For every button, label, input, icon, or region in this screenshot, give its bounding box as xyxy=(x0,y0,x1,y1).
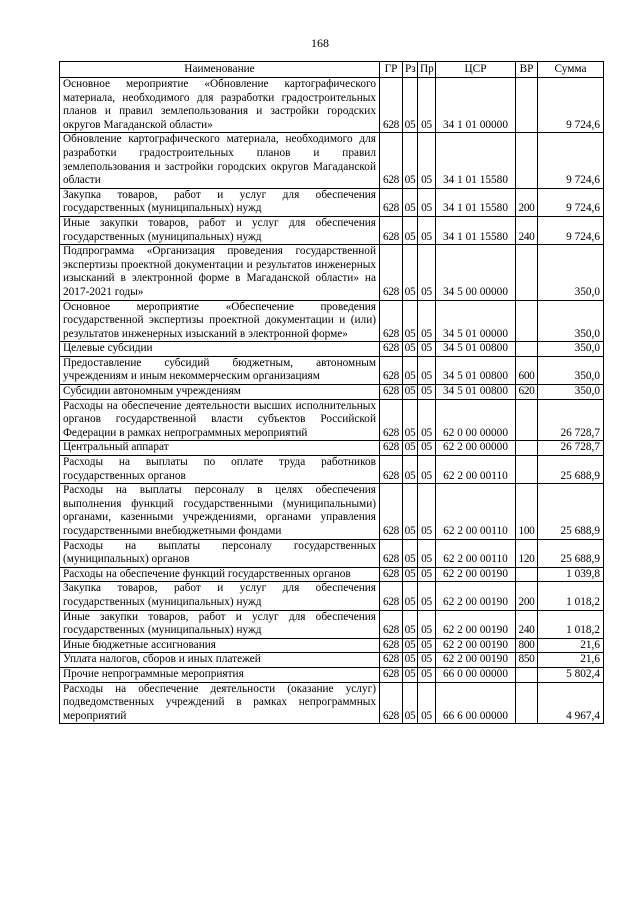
cell-pr: 05 xyxy=(418,567,436,582)
cell-vr: 200 xyxy=(516,188,538,216)
cell-sum: 26 728,7 xyxy=(538,399,604,441)
cell-rz: 05 xyxy=(403,567,418,582)
table-row xyxy=(60,667,604,682)
cell-rz: 05 xyxy=(403,456,418,484)
cell-gr: 628 xyxy=(380,682,403,724)
cell-rz: 05 xyxy=(403,682,418,724)
cell-gr: 628 xyxy=(380,667,403,682)
header-vr: ВР xyxy=(516,62,538,78)
header-rz: Рз xyxy=(403,62,418,78)
cell-rz: 05 xyxy=(403,582,418,610)
cell-vr: 600 xyxy=(516,356,538,384)
header-name: Наименование xyxy=(60,62,380,78)
cell-rz: 05 xyxy=(403,133,418,188)
cell-gr: 628 xyxy=(380,484,403,539)
cell-vr: 120 xyxy=(516,539,538,567)
table-row xyxy=(60,216,604,244)
table-row xyxy=(60,441,604,456)
cell-sum: 21,6 xyxy=(538,638,604,653)
cell-csr: 34 1 01 15580 xyxy=(436,188,516,216)
cell-pr: 05 xyxy=(418,667,436,682)
cell-csr: 34 5 01 00000 xyxy=(436,300,516,342)
cell-csr: 62 2 00 00110 xyxy=(436,456,516,484)
cell-name: Расходы на обеспечение деятельности высших исполнительных органов государственной власти субъектов Российской Федерации в рамках непрограммных мероприятий xyxy=(60,399,380,441)
cell-csr: 34 5 01 00800 xyxy=(436,356,516,384)
cell-rz: 05 xyxy=(403,539,418,567)
cell-pr: 05 xyxy=(418,638,436,653)
header-sum: Сумма xyxy=(538,62,604,78)
cell-csr: 62 2 00 00190 xyxy=(436,638,516,653)
table-header-row xyxy=(60,62,604,78)
cell-gr: 628 xyxy=(380,300,403,342)
cell-pr: 05 xyxy=(418,441,436,456)
table-row xyxy=(60,484,604,539)
cell-vr: 100 xyxy=(516,484,538,539)
cell-name: Расходы на выплаты персоналу государственных (муниципальных) органов xyxy=(60,539,380,567)
cell-pr: 05 xyxy=(418,399,436,441)
cell-sum: 26 728,7 xyxy=(538,441,604,456)
cell-pr: 05 xyxy=(418,456,436,484)
cell-pr: 05 xyxy=(418,133,436,188)
table-row xyxy=(60,245,604,300)
table-row xyxy=(60,682,604,724)
table-row xyxy=(60,653,604,668)
cell-rz: 05 xyxy=(403,653,418,668)
cell-vr: 240 xyxy=(516,610,538,638)
cell-csr: 62 2 00 00190 xyxy=(436,610,516,638)
cell-pr: 05 xyxy=(418,356,436,384)
table-row xyxy=(60,638,604,653)
cell-name: Иные бюджетные ассигнования xyxy=(60,638,380,653)
cell-sum: 25 688,9 xyxy=(538,456,604,484)
cell-sum: 350,0 xyxy=(538,245,604,300)
cell-pr: 05 xyxy=(418,484,436,539)
cell-csr: 62 2 00 00110 xyxy=(436,484,516,539)
cell-rz: 05 xyxy=(403,188,418,216)
cell-csr: 34 5 01 00800 xyxy=(436,385,516,400)
cell-name: Закупка товаров, работ и услуг для обеспечения государственных (муниципальных) нужд xyxy=(60,188,380,216)
cell-name: Центральный аппарат xyxy=(60,441,380,456)
cell-rz: 05 xyxy=(403,216,418,244)
cell-gr: 628 xyxy=(380,216,403,244)
cell-gr: 628 xyxy=(380,399,403,441)
cell-vr xyxy=(516,667,538,682)
cell-gr: 628 xyxy=(380,356,403,384)
cell-name: Основное мероприятие «Обеспечение проведения государственной экспертизы проектной документации и (или) результатов инженерных изысканий в электронной форме» xyxy=(60,300,380,342)
cell-pr: 05 xyxy=(418,342,436,357)
cell-name: Целевые субсидии xyxy=(60,342,380,357)
table-row xyxy=(60,582,604,610)
cell-sum: 25 688,9 xyxy=(538,539,604,567)
cell-name: Закупка товаров, работ и услуг для обеспечения государственных (муниципальных) нужд xyxy=(60,582,380,610)
cell-pr: 05 xyxy=(418,539,436,567)
cell-sum: 5 802,4 xyxy=(538,667,604,682)
cell-gr: 628 xyxy=(380,610,403,638)
table-row xyxy=(60,610,604,638)
table-row xyxy=(60,133,604,188)
cell-pr: 05 xyxy=(418,610,436,638)
cell-gr: 628 xyxy=(380,653,403,668)
cell-vr xyxy=(516,682,538,724)
cell-sum: 9 724,6 xyxy=(538,188,604,216)
cell-name: Подпрограмма «Организация проведения государственной экспертизы проектной документации и результатов инженерных изысканий в электронной форме в Магаданской области» на 2017-2021 годы» xyxy=(60,245,380,300)
cell-name: Основное мероприятие «Обновление картографического материала, необходимого для разработки градостроительных планов и правил землепользования и застройки городских округов Магаданской области» xyxy=(60,78,380,133)
cell-csr: 62 2 00 00110 xyxy=(436,539,516,567)
cell-sum: 350,0 xyxy=(538,356,604,384)
cell-vr: 800 xyxy=(516,638,538,653)
table-row xyxy=(60,567,604,582)
cell-vr xyxy=(516,456,538,484)
cell-sum: 1 018,2 xyxy=(538,582,604,610)
table-row xyxy=(60,188,604,216)
cell-vr xyxy=(516,399,538,441)
table-row xyxy=(60,399,604,441)
cell-sum: 350,0 xyxy=(538,385,604,400)
cell-gr: 628 xyxy=(380,567,403,582)
cell-sum: 21,6 xyxy=(538,653,604,668)
cell-name: Обновление картографического материала, необходимого для разработки градостроительных планов и правил землепользования и застройки городских округов Магаданской области xyxy=(60,133,380,188)
cell-vr: 850 xyxy=(516,653,538,668)
cell-gr: 628 xyxy=(380,441,403,456)
cell-csr: 34 5 01 00800 xyxy=(436,342,516,357)
cell-gr: 628 xyxy=(380,342,403,357)
cell-name: Расходы на обеспечение функций государственных органов xyxy=(60,567,380,582)
cell-rz: 05 xyxy=(403,300,418,342)
cell-vr xyxy=(516,342,538,357)
cell-csr: 66 6 00 00000 xyxy=(436,682,516,724)
cell-sum: 9 724,6 xyxy=(538,133,604,188)
cell-gr: 628 xyxy=(380,385,403,400)
cell-rz: 05 xyxy=(403,385,418,400)
cell-sum: 9 724,6 xyxy=(538,216,604,244)
cell-rz: 05 xyxy=(403,342,418,357)
cell-csr: 62 0 00 00000 xyxy=(436,399,516,441)
cell-vr xyxy=(516,441,538,456)
cell-vr: 620 xyxy=(516,385,538,400)
table-row xyxy=(60,456,604,484)
cell-name: Субсидии автономным учреждениям xyxy=(60,385,380,400)
table-body xyxy=(60,78,604,724)
cell-name: Иные закупки товаров, работ и услуг для обеспечения государственных (муниципальных) нужд xyxy=(60,610,380,638)
cell-sum: 4 967,4 xyxy=(538,682,604,724)
table-row xyxy=(60,385,604,400)
cell-vr xyxy=(516,245,538,300)
cell-csr: 34 5 00 00000 xyxy=(436,245,516,300)
cell-pr: 05 xyxy=(418,78,436,133)
page-number: 168 xyxy=(311,36,329,50)
cell-gr: 628 xyxy=(380,539,403,567)
cell-gr: 628 xyxy=(380,78,403,133)
cell-name: Предоставление субсидий бюджетным, автономным учреждениям и иным некоммерческим организациям xyxy=(60,356,380,384)
cell-vr xyxy=(516,133,538,188)
cell-name: Иные закупки товаров, работ и услуг для обеспечения государственных (муниципальных) нужд xyxy=(60,216,380,244)
cell-sum: 9 724,6 xyxy=(538,78,604,133)
cell-rz: 05 xyxy=(403,441,418,456)
cell-csr: 66 0 00 00000 xyxy=(436,667,516,682)
cell-pr: 05 xyxy=(418,385,436,400)
cell-vr xyxy=(516,78,538,133)
table-row xyxy=(60,342,604,357)
cell-rz: 05 xyxy=(403,78,418,133)
cell-pr: 05 xyxy=(418,245,436,300)
cell-name: Расходы на обеспечение деятельности (оказание услуг) подведомственных учреждений в рамках непрограммных мероприятий xyxy=(60,682,380,724)
cell-vr xyxy=(516,567,538,582)
cell-csr: 34 1 01 15580 xyxy=(436,133,516,188)
cell-vr: 240 xyxy=(516,216,538,244)
cell-name: Расходы на выплаты персоналу в целях обеспечения выполнения функций государственными (муниципальными) органами, казенными учреждениями, органами управления государственными внебюджетными фондами xyxy=(60,484,380,539)
cell-rz: 05 xyxy=(403,245,418,300)
cell-pr: 05 xyxy=(418,300,436,342)
cell-name: Уплата налогов, сборов и иных платежей xyxy=(60,653,380,668)
cell-csr: 34 1 01 00000 xyxy=(436,78,516,133)
cell-sum: 25 688,9 xyxy=(538,484,604,539)
cell-rz: 05 xyxy=(403,484,418,539)
cell-csr: 62 2 00 00000 xyxy=(436,441,516,456)
cell-vr xyxy=(516,300,538,342)
table-row xyxy=(60,356,604,384)
budget-table xyxy=(59,61,604,724)
cell-gr: 628 xyxy=(380,638,403,653)
cell-gr: 628 xyxy=(380,133,403,188)
header-pr: Пр xyxy=(418,62,436,78)
table-row xyxy=(60,78,604,133)
cell-pr: 05 xyxy=(418,582,436,610)
cell-csr: 62 2 00 00190 xyxy=(436,653,516,668)
cell-rz: 05 xyxy=(403,610,418,638)
cell-pr: 05 xyxy=(418,653,436,668)
table-row xyxy=(60,539,604,567)
cell-vr: 200 xyxy=(516,582,538,610)
cell-name: Прочие непрограммные мероприятия xyxy=(60,667,380,682)
cell-sum: 1 018,2 xyxy=(538,610,604,638)
cell-sum: 350,0 xyxy=(538,342,604,357)
header-gr: ГР xyxy=(380,62,403,78)
cell-gr: 628 xyxy=(380,456,403,484)
cell-gr: 628 xyxy=(380,188,403,216)
cell-pr: 05 xyxy=(418,188,436,216)
cell-rz: 05 xyxy=(403,667,418,682)
header-csr: ЦСР xyxy=(436,62,516,78)
cell-rz: 05 xyxy=(403,399,418,441)
cell-rz: 05 xyxy=(403,638,418,653)
cell-csr: 62 2 00 00190 xyxy=(436,567,516,582)
cell-csr: 34 1 01 15580 xyxy=(436,216,516,244)
cell-pr: 05 xyxy=(418,216,436,244)
cell-gr: 628 xyxy=(380,245,403,300)
table-row xyxy=(60,300,604,342)
cell-sum: 350,0 xyxy=(538,300,604,342)
cell-rz: 05 xyxy=(403,356,418,384)
cell-gr: 628 xyxy=(380,582,403,610)
cell-sum: 1 039,8 xyxy=(538,567,604,582)
cell-name: Расходы на выплаты по оплате труда работников государственных органов xyxy=(60,456,380,484)
cell-csr: 62 2 00 00190 xyxy=(436,582,516,610)
cell-pr: 05 xyxy=(418,682,436,724)
